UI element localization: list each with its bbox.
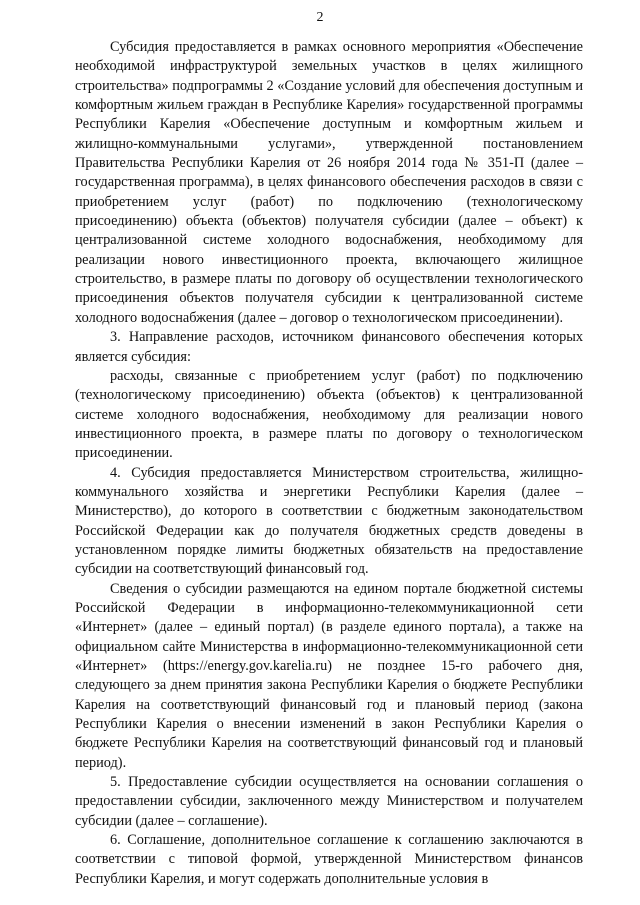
- document-body: [75, 38, 583, 889]
- paragraph-subsidy-purpose: Субсидия предоставляется в рамках основного мероприятия «Обеспечение необходимой инфраструктурой земельных участков в целях жилищного строительства» подпрограммы 2 «Создание условий для обеспечения доступным и комфортным жильем граждан в Республике Карелия» государственной программы Республики Карелия «Обеспечение доступным и комфортным жильем и жилищно-коммунальными услугами», утвержденной постановлением Правительства Республики Карелия от 26 ноября 2014 года № 351-П (далее – государственная программа), в целях финансового обеспечения расходов в связи с приобретением услуг (работ) по подключению (технологическому присоединению) объекта (объектов) получателя субсидии (далее – объект) к централизованной системе холодного водоснабжения, необходимому для реализации нового инвестиционного проекта, включающего жилищное строительство, в размере платы по договору об осуществлении технологического присоединения объектов получателя субсидии к централизованной системе холодного водоснабжения (далее – договор о технологическом присоединении).: [75, 39, 583, 326]
- paragraph-clause-3: 3. Направление расходов, источником финансового обеспечения которых является субсидия:: [75, 329, 583, 365]
- paragraph-portal-info: Сведения о субсидии размещаются на едином портале бюджетной системы Российской Федерации в информационно-телекоммуникационной сети «Интернет» (далее – единый портал) (в разделе единого портала), а также на официальном сайте Министерства в информационно-телекоммуникационной сети «Интернет» (https://energy.gov.karelia.ru) не позднее 15-го рабочего дня, следующего за днем принятия закона Республики Карелия о бюджете Республики Карелия на соответствующий финансовый год и плановый период (закона Республики Карелия о внесении изменений в закон Республики Карелия о бюджете Республики Карелия на соответствующий финансовый год и плановый период).: [75, 580, 583, 771]
- paragraph-clause-6: 6. Соглашение, дополнительное соглашение к соглашению заключаются в соответствии с типовой формой, утвержденной Министерством финансов Республики Карелия, и могут содержать дополнительные условия в: [75, 832, 583, 887]
- page-number: 2: [316, 10, 324, 25]
- paragraph-expenses: расходы, связанные с приобретением услуг (работ) по подключению (технологическому присоединению) объекта (объектов) к централизованной системе холодного водоснабжения, необходимому для реализации нового инвестиционного проекта, в размере платы по договору о технологическом присоединении.: [75, 367, 583, 462]
- paragraph-clause-5: 5. Предоставление субсидии осуществляется на основании соглашения о предоставлении субсидии, заключенного между Министерством и получателем субсидии (далее – соглашение).: [75, 774, 583, 829]
- paragraph-clause-4: 4. Субсидия предоставляется Министерством строительства, жилищно-коммунального хозяйства и энергетики Республики Карелия (далее – Министерство), до которого в соответствии с бюджетным законодательством Российской Федерации как до получателя бюджетных средств доведены в установленном порядке лимиты бюджетных обязательств на предоставление субсидии на соответствующий финансовый год.: [75, 464, 583, 578]
